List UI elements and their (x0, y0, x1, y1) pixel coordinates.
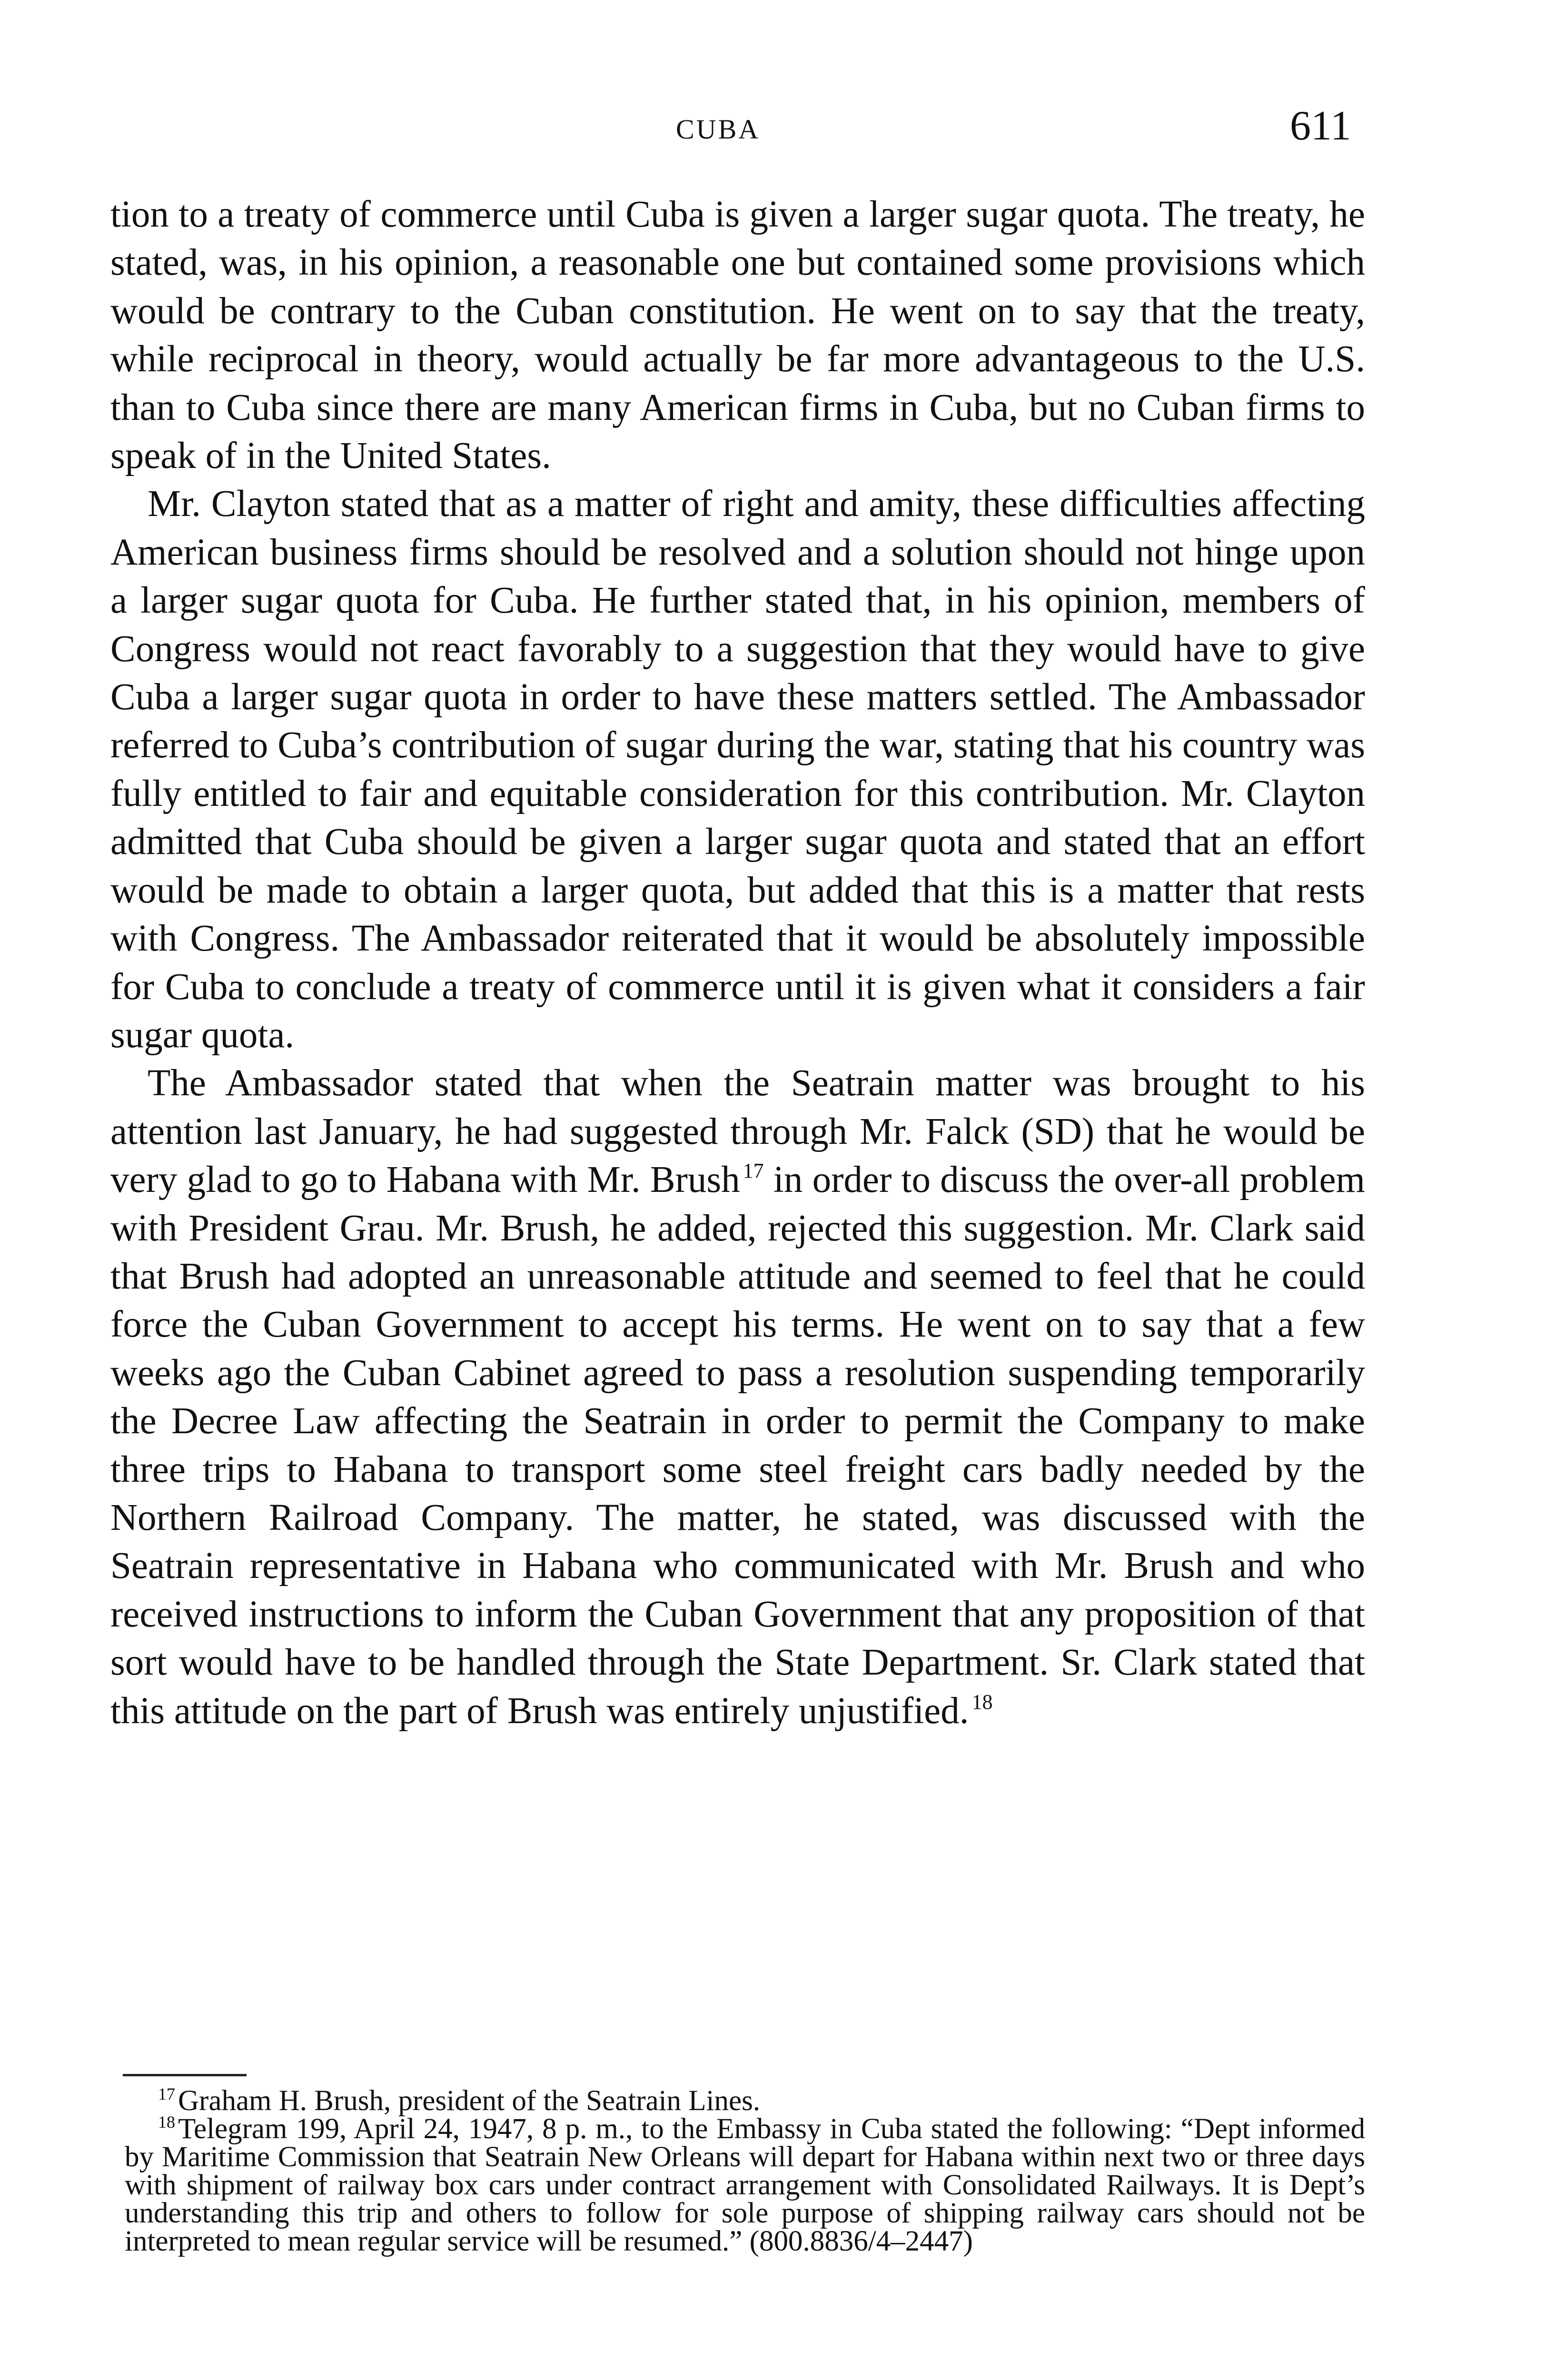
paragraph: tion to a treaty of commerce until Cuba is given a larger sugar quota. The treaty, he stated, was, in his opinion, a reasonable one but contained some provisions which would be contrary to the Cuban constitution. He went on to say that the treaty, while reciprocal in theory, would actually be far more advantageous to the U.S. than to Cuba since there are many American firms in Cuba, but no Cuban firms to speak of in the United States. (110, 194, 1365, 477)
paragraph: Mr. Clayton stated that as a matter of right and amity, these difficulties affecting American business firms should be resolved and a solution should not hinge upon a larger sugar quota for Cuba. He further stated that, in his opinion, members of Congress would not react favorably to a suggestion that they would have to give Cuba a larger sugar quota in order to have these matters settled. The Ambassador referred to Cuba’s contribution of sugar during the war, stating that his country was fully entitled to fair and equitable consideration for this contribution. Mr. Clayton admitted that Cuba should be given a larger sugar quota and stated that an effort would be made to obtain a larger quota, but added that this is a matter that rests with Congress. The Ambassador reiterated that it would be absolutely impossible for Cuba to conclude a treaty of commerce until it is given what it considers a fair sugar quota. (110, 483, 1365, 1056)
footnote (125, 2084, 1365, 2117)
footnote-reference: 17 (743, 1159, 764, 1183)
body-text (110, 190, 1365, 1735)
paragraph-text: in order to discuss the over-all problem with President Grau. Mr. Brush, he added, rejected this suggestion. Mr. Clark said that Brush had adopted an unreasonable attitude and seemed to feel that he could force the Cuban Government to accept his terms. He went on to say that a few weeks ago the Cuban Cabinet agreed to pass a resolution suspending temporarily the Decree Law affecting the Seatrain in order to permit the Company to make three trips to Habana to transport some steel freight cars badly needed by the Northern Railroad Company. The matter, he stated, was discussed with the Seatrain representative in Habana who communicated with Mr. Brush and who received instructions to inform the Cuban Government that any proposition of that sort would have to be handled through the State Department. Sr. Clark stated that this attitude on the part of Brush was entirely unjustified. (110, 1159, 1365, 1732)
footnote-number: 18 (158, 2112, 175, 2132)
footnote-number: 17 (158, 2084, 175, 2103)
footnote-divider (123, 2074, 247, 2076)
paragraph (110, 1059, 1365, 1735)
footnote (125, 2112, 1365, 2257)
page-number: 611 (1290, 103, 1351, 149)
running-head: CUBA (676, 114, 761, 145)
footnote-text: Graham H. Brush, president of the Seatrain Lines. (178, 2085, 761, 2117)
footnote-text: Telegram 199, April 24, 1947, 8 p. m., to the Embassy in Cuba stated the following: “Dept informed by Maritime Commission that Seatrain New Orleans will depart for Habana within next two or three days with shipment of railway box cars under contract arrangement with Consolidated Railways. It is Dept’s understanding this trip and others to follow for sole purpose of shipping railway cars should not be interpreted to mean regular service will be resumed.” (800.8836/4–2447) (125, 2113, 1365, 2257)
footnotes (125, 2084, 1365, 2257)
footnote-reference: 18 (971, 1690, 993, 1714)
paragraph-text: The Ambassador stated that when the Seatrain matter was brought to his attention last January, he had suggested through Mr. Falck (SD) that he would be very glad to go to Habana with Mr. Brush (110, 1062, 1365, 1201)
